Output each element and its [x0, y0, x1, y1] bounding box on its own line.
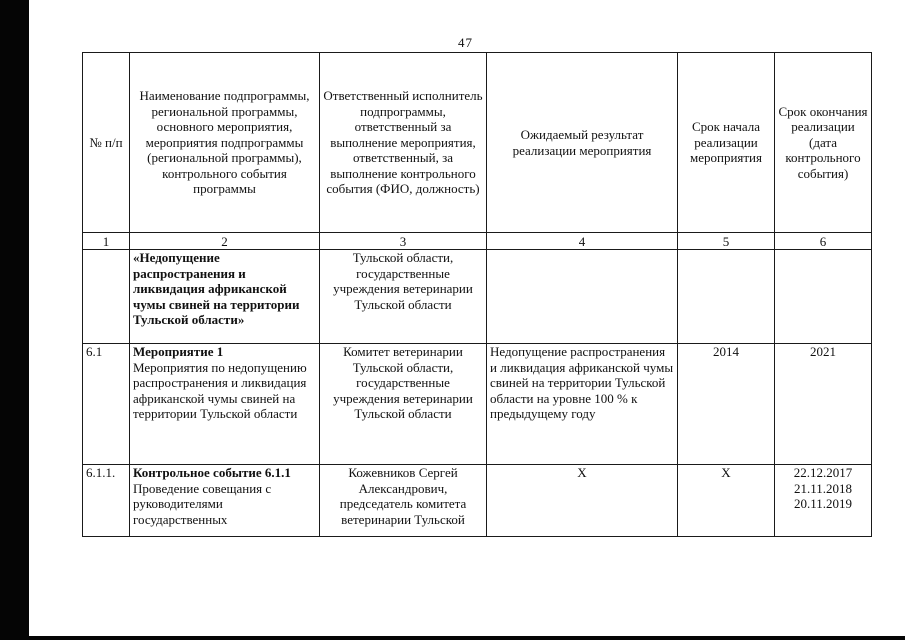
header-num: № п/п	[83, 53, 130, 233]
header-responsible: Ответственный исполнитель подпрограммы, ответственный за выполнение мероприятия, ответственный, за выполнение контрольного события (ФИО, должность)	[320, 53, 487, 233]
column-number: 2	[130, 233, 320, 250]
table-row	[83, 344, 872, 465]
header-result: Ожидаемый результат реализации мероприятия	[487, 53, 678, 233]
column-number: 4	[487, 233, 678, 250]
column-numbers-row	[83, 233, 872, 250]
row-name-title: «Недопущение распространения и ликвидация африканской чумы свиней на территории Тульской области»	[133, 250, 300, 327]
row-name-title: Контрольное событие 6.1.1	[133, 465, 291, 480]
header-end: Срок окончания реализации (дата контрольного события)	[775, 53, 872, 233]
row-end	[775, 250, 872, 344]
row-start	[678, 250, 775, 344]
row-num	[83, 250, 130, 344]
column-number: 3	[320, 233, 487, 250]
row-name-title: Мероприятие 1	[133, 344, 224, 359]
header-row	[83, 53, 872, 233]
row-start: 2014	[678, 344, 775, 465]
header-name: Наименование подпрограммы, региональной программы, основного мероприятия, мероприятия подпрограммы (региональной программы), контрольного события программы	[130, 53, 320, 233]
row-start: X	[678, 465, 775, 537]
activities-table	[82, 52, 872, 537]
column-number: 1	[83, 233, 130, 250]
row-name-text: Проведение совещания с руководителями государственных	[133, 480, 272, 527]
table-row	[83, 465, 872, 537]
row-end-date: 2021	[810, 344, 836, 359]
header-start: Срок начала реализации мероприятия	[678, 53, 775, 233]
row-num: 6.1.1.	[83, 465, 130, 537]
row-name	[130, 465, 320, 537]
row-result: Недопущение распространения и ликвидация африканской чумы свиней на территории Тульской области на уровне 100 % к предыдущему году	[487, 344, 678, 465]
scan-border-left	[0, 0, 29, 640]
row-name	[130, 250, 320, 344]
row-end-date: 20.11.2019	[793, 496, 853, 511]
row-end	[775, 465, 872, 537]
row-responsible: Тульской области, государственные учреждения ветеринарии Тульской области	[320, 250, 487, 344]
row-num: 6.1	[83, 344, 130, 465]
row-end-date: 22.12.2017	[793, 465, 853, 480]
row-responsible: Кожевников Сергей Александрович, председатель комитета ветеринарии Тульской	[320, 465, 487, 537]
row-name-text: Мероприятия по недопущению распространения и ликвидация африканской чумы свиней на территории Тульской области	[133, 359, 307, 421]
row-end-date: 21.11.2018	[793, 480, 853, 496]
row-name	[130, 344, 320, 465]
table-row	[83, 250, 872, 344]
row-responsible: Комитет ветеринарии Тульской области, государственные учреждения ветеринарии Тульской области	[320, 344, 487, 465]
column-number: 6	[775, 233, 872, 250]
row-result	[487, 250, 678, 344]
page-number: 47	[458, 35, 473, 50]
row-result: X	[487, 465, 678, 537]
column-number: 5	[678, 233, 775, 250]
scan-border-bottom	[0, 636, 905, 640]
row-end	[775, 344, 872, 465]
